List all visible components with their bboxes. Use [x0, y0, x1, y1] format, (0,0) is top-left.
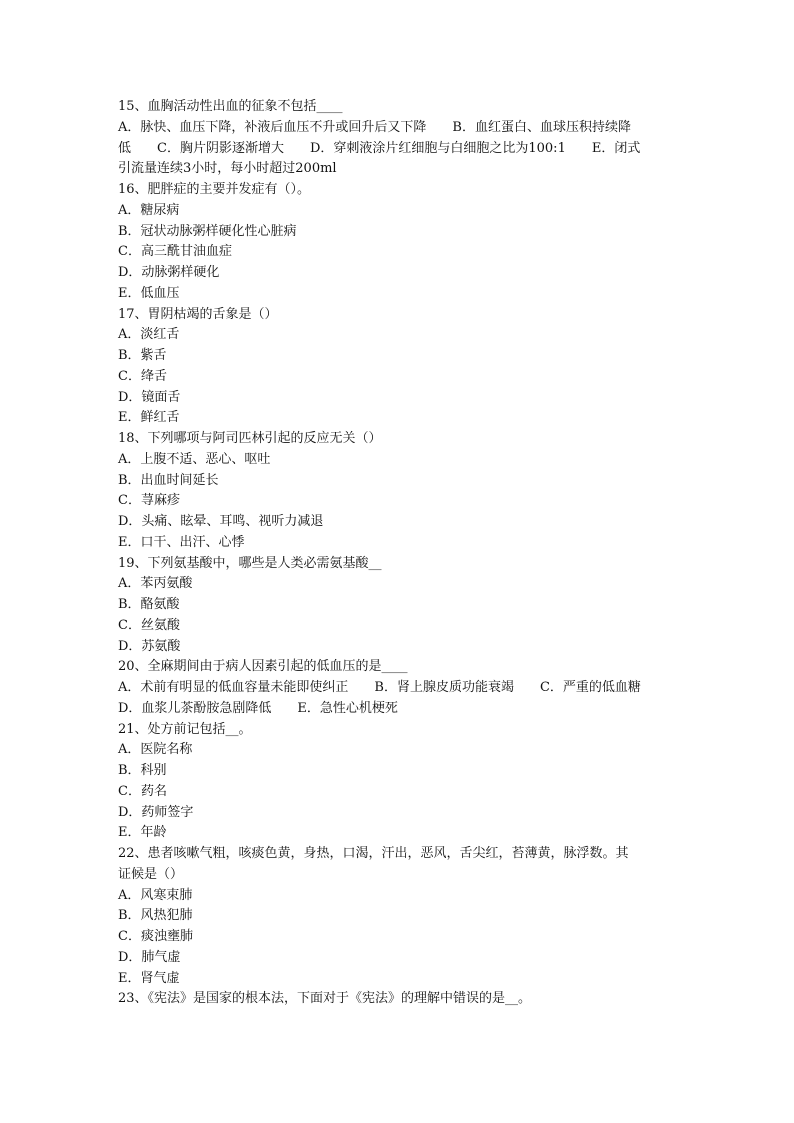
- question-21-option-e: E．年龄: [118, 825, 167, 841]
- question-17-option-e: E．鲜红舌: [118, 410, 180, 426]
- question-22-option-d: D．肺气虚: [118, 949, 181, 965]
- question-22-option-e: E．肾气虚: [118, 970, 180, 986]
- question-18-option-a: A．上腹不适、恶心、呕吐: [118, 451, 271, 467]
- question-22-option-c: C．痰浊壅肺: [118, 929, 193, 944]
- question-15-options-line-2: 低 C．胸片阴影逐渐增大 D．穿刺液涂片红细胞与白细胞之比为100:1 E．闭式: [118, 140, 641, 156]
- question-15: 15、血胸活动性出血的征象不包括____: [118, 99, 343, 114]
- question-18: 18、下列哪项与阿司匹林引起的反应无关（）: [118, 431, 382, 446]
- question-20-options-line-2: D．血浆儿茶酚胺急剧降低 E．急性心机梗死: [118, 700, 398, 716]
- question-19: 19、下列氨基酸中，哪些是人类必需氨基酸__: [118, 555, 382, 571]
- question-17-option-d: D．镜面舌: [118, 389, 181, 405]
- question-22-line-2: 证候是（）: [118, 866, 184, 882]
- question-20-options-line-1: A．术前有明显的低血容量未能即使纠正 B．肾上腺皮质功能衰竭 C．严重的低血糖: [118, 680, 641, 695]
- question-21-option-c: C．药名: [118, 783, 167, 799]
- question-17: 17、胃阴枯竭的舌象是（）: [118, 306, 278, 322]
- question-18-option-b: B．出血时间延长: [118, 472, 219, 488]
- question-21-option-a: A．医院名称: [118, 742, 193, 758]
- question-17-option-c: C．绛舌: [118, 368, 167, 384]
- question-19-option-c: C．丝氨酸: [118, 617, 180, 633]
- question-17-option-a: A．淡红舌: [118, 327, 180, 343]
- question-16-option-b: B．冠状动脉粥样硬化性心脏病: [118, 223, 297, 239]
- question-18-option-e: E．口干、出汗、心悸: [118, 534, 245, 550]
- question-19-option-a: A．苯丙氨酸: [118, 576, 193, 592]
- question-15-options-line-3: 引流量连续3小时，每小时超过200ml: [118, 161, 337, 177]
- question-22-option-b: B．风热犯肺: [118, 908, 193, 924]
- question-22-line-1: 22、患者咳嗽气粗，咳痰色黄，身热，口渴，汗出，恶风，舌尖红，苔薄黄，脉浮数。其: [118, 846, 629, 861]
- question-17-option-b: B．紫舌: [118, 348, 167, 363]
- question-20: 20、全麻期间由于病人因素引起的低血压的是____: [118, 659, 408, 675]
- question-18-option-c: C．荨麻疹: [118, 493, 180, 509]
- question-16-option-e: E．低血压: [118, 285, 180, 301]
- question-19-option-d: D．苏氨酸: [118, 638, 181, 654]
- question-21-option-d: D．药师签字: [118, 804, 194, 820]
- question-21-option-b: B．科别: [118, 763, 167, 778]
- question-18-option-d: D．头痛、眩晕、耳鸣、视听力减退: [118, 514, 324, 529]
- question-23: 23、《宪法》是国家的根本法，下面对于《宪法》的理解中错误的是__。: [118, 991, 532, 1007]
- question-21: 21、处方前记包括__。: [118, 721, 252, 737]
- question-19-option-b: B．酪氨酸: [118, 597, 180, 612]
- question-16-option-a: A．糖尿病: [118, 202, 180, 218]
- question-16: 16、肥胖症的主要并发症有（）。: [118, 182, 311, 197]
- question-16-option-d: D．动脉粥样硬化: [118, 265, 220, 280]
- question-15-options-line-1: A．脉快、血压下降，补液后血压不升或回升后又下降 B．血红蛋白、血球压积持续降: [118, 119, 631, 135]
- question-22-option-a: A．风寒束肺: [118, 887, 193, 903]
- document-page: [118, 97, 678, 1010]
- question-16-option-c: C．高三酰甘油血症: [118, 244, 232, 260]
